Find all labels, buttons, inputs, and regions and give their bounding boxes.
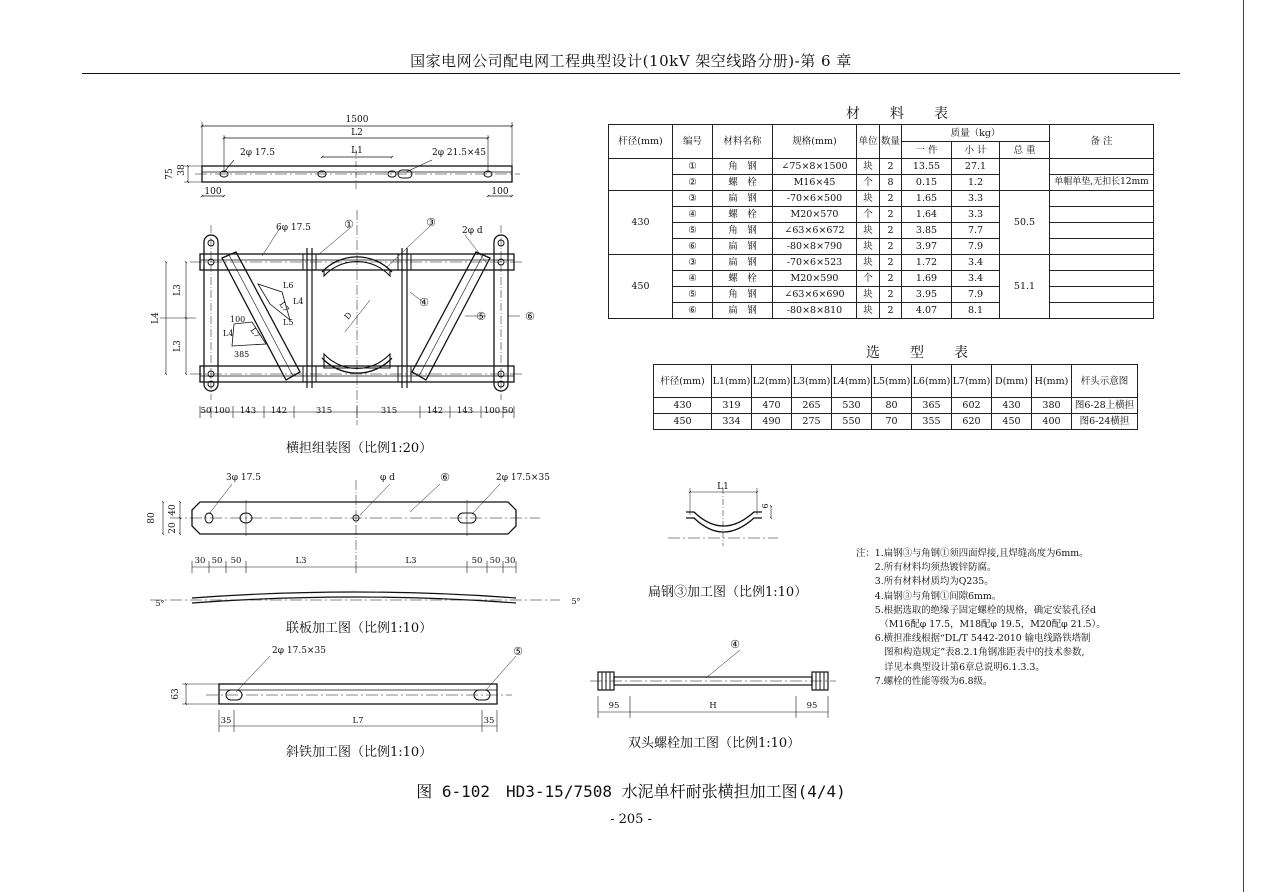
cell-no: ⑤ (673, 287, 713, 303)
cell-unit: 个 (857, 175, 880, 191)
cell-unit: 个 (857, 207, 880, 223)
cell-diameter: 450 (609, 255, 673, 319)
notes-block (856, 547, 1106, 689)
note-line: 注：1.扁钢③与角钢①须四面焊接,且焊缝高度为6mm。 (856, 548, 1089, 559)
cell-spec: ∠63×6×690 (773, 287, 857, 303)
cell-no: ③ (673, 255, 713, 271)
cell-qty: 2 (880, 303, 902, 319)
note-line: （M16配φ 17.5，M18配φ 19.5，M20配φ 21.5）。 (856, 619, 1106, 631)
cell-sub: 7.7 (952, 223, 1000, 239)
angle-l7-b: L7 (248, 325, 262, 340)
th-name: 材料名称 (713, 125, 773, 159)
sel-cell: 400 (1032, 414, 1072, 430)
angle-l4: L4 (293, 297, 304, 306)
cell-qty: 2 (880, 255, 902, 271)
cell-each: 3.95 (902, 287, 952, 303)
selection-table (653, 364, 1138, 430)
sel-cell: 275 (792, 414, 832, 430)
dim-bottom-7: 143 (456, 406, 474, 416)
sel-th-0: 杆径(mm) (654, 365, 712, 398)
angle-385: 385 (234, 350, 250, 359)
cell-name: 角 钢 (713, 287, 773, 303)
cell-total: 51.1 (1000, 255, 1050, 319)
th-no: 编号 (673, 125, 713, 159)
cell-qty: 2 (880, 271, 902, 287)
cell-qty: 2 (880, 191, 902, 207)
plate-view (150, 480, 560, 603)
table-row (609, 223, 1154, 239)
cell-name: 螺 栓 (713, 207, 773, 223)
cell-sub: 27.1 (952, 159, 1000, 175)
cell-unit: 块 (857, 159, 880, 175)
assembly-view (160, 210, 524, 425)
cell-no: ② (673, 175, 713, 191)
cell-each: 0.15 (902, 175, 952, 191)
angle-l6: L6 (283, 281, 294, 290)
plate-holes-3d175: 3φ 17.5 (226, 473, 261, 483)
sel-cell: 450 (992, 414, 1032, 430)
plate-dim-2: 50 (230, 556, 242, 566)
cell-no: ⑥ (673, 303, 713, 319)
brace-holes: 2φ 17.5×35 (272, 646, 326, 656)
cell-sub: 7.9 (952, 287, 1000, 303)
cell-name: 扁 钢 (713, 255, 773, 271)
th-total: 总 重 (1000, 142, 1050, 159)
angle-l4-b: L4 (223, 329, 234, 338)
sel-th-5: L5(mm) (872, 365, 912, 398)
page-header: 国家电网公司配电网工程典型设计(10kV 架空线路分册)-第 6 章 (410, 52, 852, 70)
cell-qty: 2 (880, 239, 902, 255)
plate-holes-2d175x35: 2φ 17.5×35 (496, 473, 550, 483)
cell-name: 角 钢 (713, 159, 773, 175)
label-holes-2d215x45: 2φ 21.5×45 (432, 148, 486, 158)
plate-dim-20: 20 (168, 522, 178, 534)
cell-unit: 块 (857, 239, 880, 255)
plate-bend-right: 5° (571, 597, 581, 606)
cell-sub: 7.9 (952, 239, 1000, 255)
caption-bolt: 双头螺栓加工图（比例1:10） (628, 736, 801, 751)
selection-table-title: 选 型 表 (866, 345, 976, 361)
cell-remark (1050, 159, 1154, 175)
sel-cell: 550 (832, 414, 872, 430)
sel-cell: 365 (912, 398, 952, 414)
angle-l5: L5 (283, 318, 294, 327)
material-table-title: 材 料 表 (846, 106, 956, 122)
cell-name: 螺 栓 (713, 175, 773, 191)
callout-4: ④ (419, 296, 429, 309)
dim-bottom-4: 315 (315, 406, 333, 416)
sel-cell: 334 (712, 414, 752, 430)
table-row (609, 255, 1154, 271)
th-unit: 单位 (857, 125, 880, 159)
cell-name: 扁 钢 (713, 303, 773, 319)
cell-spec: ∠63×6×672 (773, 223, 857, 239)
cell-no: ⑤ (673, 223, 713, 239)
cell-spec: -70×6×523 (773, 255, 857, 271)
cell-qty: 2 (880, 223, 902, 239)
caption-assembly: 横担组装图（比例1:20） (286, 441, 433, 456)
sel-cell: 265 (792, 398, 832, 414)
bolt-dim-2: 95 (806, 701, 818, 711)
note-line: 2.所有材料均须热镀锌防腐。 (856, 562, 997, 574)
brace-view (182, 656, 516, 732)
sel-cell: 530 (832, 398, 872, 414)
th-each: 一 件 (902, 142, 952, 159)
note-line: 7.螺栓的性能等级为6.8级。 (856, 675, 993, 687)
cell-unit: 块 (857, 255, 880, 271)
sel-cell: 470 (752, 398, 792, 414)
flat-dim-l1: L1 (717, 482, 729, 492)
cell-spec: M20×590 (773, 271, 857, 287)
brace-dim-63: 63 (171, 688, 181, 700)
sel-cell: 602 (952, 398, 992, 414)
th-remark: 备 注 (1050, 125, 1154, 159)
brace-dim-0: 35 (220, 716, 232, 726)
note-line: 5.根据选取的绝缘子固定螺栓的规格，确定安装孔径d (856, 604, 1096, 616)
plate-dim-80: 80 (147, 512, 157, 524)
table-row (609, 287, 1154, 303)
cell-no: ④ (673, 207, 713, 223)
label-holes-2d175: 2φ 17.5 (240, 148, 275, 158)
plate-dim-40: 40 (168, 504, 178, 516)
cell-unit: 块 (857, 191, 880, 207)
cell-no: ① (673, 159, 713, 175)
sel-th-2: L2(mm) (752, 365, 792, 398)
dim-l3-upper: L3 (173, 284, 183, 296)
cell-each: 1.64 (902, 207, 952, 223)
th-sub: 小 计 (952, 142, 1000, 159)
sel-cell: 70 (872, 414, 912, 430)
plate-dim-1: 50 (211, 556, 223, 566)
cell-sub: 3.3 (952, 191, 1000, 207)
table-row (609, 207, 1154, 223)
dim-75: 75 (165, 168, 175, 180)
sel-cell: 380 (1032, 398, 1072, 414)
sel-th-4: L4(mm) (832, 365, 872, 398)
cell-spec: ∠75×8×1500 (773, 159, 857, 175)
bolt-dim-0: 95 (608, 701, 620, 711)
cell-sub: 3.3 (952, 207, 1000, 223)
table-row (609, 159, 1154, 175)
table-row (609, 239, 1154, 255)
note-line: 图和构造规定”表8.2.1角钢准距表中的技术参数, (856, 647, 1085, 659)
dim-bottom-3: 142 (270, 406, 288, 416)
dim-bottom-2: 143 (239, 406, 257, 416)
callout-1: ① (344, 218, 354, 231)
plate-bend-left: 5° (155, 599, 165, 608)
cell-remark: 单帽单垫,无扣长12mm (1050, 175, 1154, 191)
sel-cell: 图6-24横担 (1072, 414, 1138, 430)
dim-bottom-9: 50 (502, 406, 514, 416)
cell-no: ④ (673, 271, 713, 287)
sel-cell: 319 (712, 398, 752, 414)
cell-each: 3.97 (902, 239, 952, 255)
th-spec: 规格(mm) (773, 125, 857, 159)
cell-diameter: 430 (609, 191, 673, 255)
sel-cell: 图6-28上横担 (1072, 398, 1138, 414)
label-pole-d: D (342, 310, 354, 322)
sel-th-1: L1(mm) (712, 365, 752, 398)
plate-callout-6: ⑥ (440, 471, 450, 484)
cell-name: 扁 钢 (713, 191, 773, 207)
bolt-callout-4: ④ (730, 638, 740, 651)
cell-qty: 2 (880, 207, 902, 223)
cell-name: 角 钢 (713, 223, 773, 239)
dim-l1: L1 (351, 146, 363, 156)
cell-sub: 3.4 (952, 255, 1000, 271)
cell-unit: 个 (857, 271, 880, 287)
dim-bottom-6: 142 (426, 406, 444, 416)
dim-bottom-0: 50 (200, 406, 212, 416)
material-table (608, 124, 1154, 319)
th-diameter: 杆径(mm) (609, 125, 673, 159)
table-row (609, 271, 1154, 287)
caption-plate: 联板加工图（比例1:10） (286, 621, 433, 636)
cell-each: 4.07 (902, 303, 952, 319)
sel-cell: 490 (752, 414, 792, 430)
sel-cell: 620 (952, 414, 992, 430)
dim-100-left: 100 (204, 187, 222, 197)
brace-dim-2: 35 (483, 716, 495, 726)
note-line: 3.所有材料材质均为Q235。 (856, 576, 994, 588)
note-line: 4.扁钢③与角钢①间隙6mm。 (856, 590, 1002, 602)
sel-th-7: L7(mm) (952, 365, 992, 398)
plate-dim-5: 50 (471, 556, 483, 566)
sel-cell: 355 (912, 414, 952, 430)
flat-dim-6: 6 (761, 503, 770, 509)
cell-each: 13.55 (902, 159, 952, 175)
brace-callout-5: ⑤ (513, 645, 523, 658)
cell-each: 1.65 (902, 191, 952, 207)
table-row (654, 414, 1138, 430)
callout-6: ⑥ (525, 310, 535, 323)
cell-no: ⑥ (673, 239, 713, 255)
dim-l4: L4 (151, 312, 161, 324)
plate-hole-d: φ d (380, 473, 395, 483)
dim-bottom-8: 100 (483, 406, 501, 416)
note-line: 详见本典型设计第6章总说明6.1.3.3。 (856, 661, 1045, 673)
label-holes-6d175: 6φ 17.5 (276, 223, 311, 233)
th-qty: 数量 (880, 125, 902, 159)
cell-qty: 2 (880, 287, 902, 303)
angle-l7: L7 (277, 299, 291, 314)
table-row (609, 303, 1154, 319)
cell-unit: 块 (857, 287, 880, 303)
cell-spec: -70×6×500 (773, 191, 857, 207)
cell-unit: 块 (857, 223, 880, 239)
caption-flat-steel: 扁钢③加工图（比例1:10） (648, 585, 808, 600)
plate-dim-4: L3 (405, 556, 417, 566)
plate-dim-6: 50 (489, 556, 501, 566)
angle-100: 100 (230, 315, 246, 324)
plate-dim-7: 30 (504, 556, 516, 566)
sel-cell: 430 (654, 398, 712, 414)
cell-spec: M20×570 (773, 207, 857, 223)
dim-l2: L2 (351, 128, 363, 138)
dim-38: 38 (177, 164, 187, 176)
sel-th-6: L6(mm) (912, 365, 952, 398)
note-line: 6.横担准线根据“DL/T 5442-2010 输电线路铁塔制 (856, 633, 1091, 645)
dim-bottom-1: 100 (213, 406, 231, 416)
table-row (609, 175, 1154, 191)
dim-bottom-5: 315 (380, 406, 398, 416)
sel-th-8: D(mm) (992, 365, 1032, 398)
callout-5: ⑤ (476, 310, 486, 323)
sel-th-10: 杆头示意图 (1072, 365, 1138, 398)
caption-brace: 斜铁加工图（比例1:10） (286, 745, 433, 760)
sel-cell: 80 (872, 398, 912, 414)
cell-qty: 8 (880, 175, 902, 191)
sel-th-9: H(mm) (1032, 365, 1072, 398)
cell-sub: 8.1 (952, 303, 1000, 319)
cell-name: 螺 栓 (713, 271, 773, 287)
cell-each: 1.72 (902, 255, 952, 271)
dim-l3-lower: L3 (173, 340, 183, 352)
cell-qty: 2 (880, 159, 902, 175)
cell-no: ③ (673, 191, 713, 207)
plate-dim-0: 30 (194, 556, 206, 566)
cell-total: 50.5 (1000, 191, 1050, 255)
flat-steel-view (668, 488, 778, 546)
page-number: - 205 - (610, 812, 652, 827)
table-row (654, 398, 1138, 414)
cell-spec: -80×8×790 (773, 239, 857, 255)
callout-3: ③ (426, 216, 436, 229)
brace-dim-1: L7 (352, 716, 364, 726)
sel-cell: 450 (654, 414, 712, 430)
sel-cell: 430 (992, 398, 1032, 414)
cell-unit: 块 (857, 303, 880, 319)
cell-spec: M16×45 (773, 175, 857, 191)
cell-spec: -80×8×810 (773, 303, 857, 319)
th-mass: 质量（kg） (902, 125, 1050, 142)
table-row (609, 191, 1154, 207)
cell-sub: 1.2 (952, 175, 1000, 191)
plate-dim-3: L3 (295, 556, 307, 566)
dim-1500: 1500 (345, 115, 369, 125)
label-holes-2dd: 2φ d (462, 226, 483, 236)
cell-each: 1.69 (902, 271, 952, 287)
bolt-dim-1: H (709, 701, 717, 711)
cell-name: 扁 钢 (713, 239, 773, 255)
cell-each: 3.85 (902, 223, 952, 239)
cell-sub: 3.4 (952, 271, 1000, 287)
figure-title: 图 6-102 HD3-15/7508 水泥单杆耐张横担加工图(4/4) (416, 782, 846, 801)
sel-th-3: L3(mm) (792, 365, 832, 398)
dim-100-right: 100 (491, 187, 509, 197)
